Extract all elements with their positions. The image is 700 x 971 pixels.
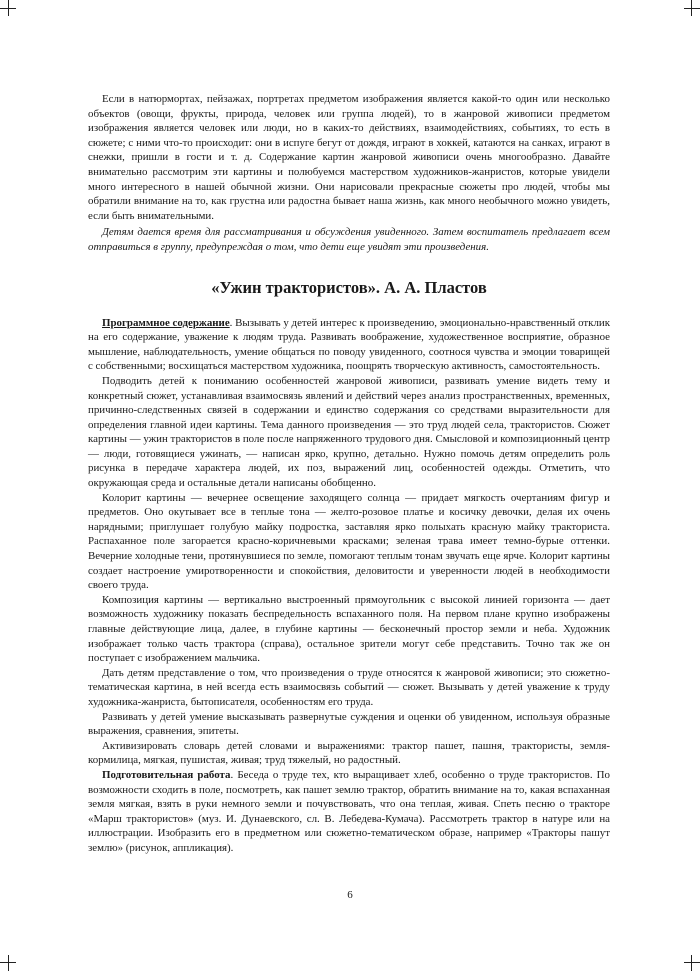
body-text <box>88 92 610 856</box>
program-label: Программное содержание <box>102 316 230 329</box>
intro-note: Детям дается время для рассматривания и обсуждения увиденного. Затем воспитатель предлагает всем отправиться в группу, предупреждая о том, что дети еще увидят эти произведения. <box>88 226 610 253</box>
body-paragraph: Колорит картины — вечернее освещение заходящего солнца — придает мягкость очертаниям фигур и предметов. Оно окутывает все в теплые тона — желто-розовое платье и косичку девочки, делая их очень нарядными; приглушает голубую майку подростка, заставляя ярко полыхать красную майку тракториста. Распаханное поле загорается красно-коричневыми красками; зеленая трава имеет темно-бурые оттенки. Вечерние холодные тени, протянувшиеся по земле, помогают теплым тонам звучать еще ярче. Колорит картины создает настроение умиротворенности и спокойствия, деловитости и уверенности людей в необходимости своего труда. <box>88 491 610 592</box>
prep-text: . Беседа о труде тех, кто выращивает хлеб, особенно о труде трактористов. По возможности сходить в поле, посмотреть, как пашет землю трактор, обратить внимание на то, какая вспаханная земля мягкая, взять в руки немного земли и почувствовать, что она теплая, живая. Спеть песню о тракторе «Марш трактористов» (муз. И. Дунаевского, сл. В. Лебедева-Кумача). Рассмотреть трактор в натуре или на иллюстрации. Изобразить его в предметном или сюжетно-тематическом образе, например «Тракторы пашут землю» (рисунок, аппликация). <box>88 768 610 854</box>
body-paragraph: Развивать у детей умение высказывать развернутые суждения и оценки об увиденном, используя образные выражения, сравнения, эпитеты. <box>88 710 610 738</box>
crop-mark <box>691 955 692 971</box>
prep-paragraph <box>88 768 610 856</box>
crop-mark <box>0 8 16 9</box>
body-paragraph: Дать детям представление о том, что произведения о труде относятся к жанровой живописи; это сюжетно-тематическая картина, в ней всегда есть взаимосвязь событий — сюжет. Вызывать у детей уважение к труду художника-жанриста, бытописателя, особенностям его труда. <box>88 666 610 708</box>
section-title: «Ужин трактористов». А. А. Пластов <box>211 277 487 297</box>
crop-mark <box>0 962 16 963</box>
program-text: . Вызывать у детей интерес к произведению, эмоционально-нравственный отклик на его содержание, уважение к людям труда. Развивать воображение, художественное восприятие, образное мышление, наблюдательность, умение общаться по поводу увиденного, соотнося чувства и эмоции товарищей с собственными; восхищаться мастерством художника, поощрять творческую активность, самостоятельность. <box>88 316 610 373</box>
body-paragraph: Композиция картины — вертикально выстроенный прямоугольник с высокой линией горизонта — дает возможность художнику показать беспредельность вспаханного поля. На первом плане крупно изображены главные действующие лица, далее, в глубине картины — бесконечный простор земли и неба. Художник изображает только часть трактора (справа), остальное зрители могут себе представить. Точно так же он поступает с изображением мальчика. <box>88 593 610 665</box>
intro-paragraph: Если в натюрмортах, пейзажах, портретах предметом изображения является какой-то один или несколько объектов (овощи, фрукты, природа, человек или группа людей), то в жанровой живописи предметом изображения является человек или люди, но в каких-то действиях, взаимодействиях, событиях, то есть в сюжете; с ними что-то происходит: они в испуге бегут от дождя, играют в хоккей, катаются на санках, играют в снежки, пришли в гости и т. д. Содержание картин жанровой живописи очень многообразно. Давайте внимательно рассмотрим эти картины и полюбуемся мастерством художников-жанристов, которые увидели много интересного в нашей обычной жизни. Они нарисовали прекрасные сюжеты про людей, чтобы мы обратили внимание на то, как грустна или радостна бывает наша жизнь, как много необычного можно увидеть, если быть внимательными. <box>88 93 610 222</box>
crop-mark <box>8 955 9 971</box>
body-paragraph: Подводить детей к пониманию особенностей жанровой живописи, развивать умение видеть тему и конкретный сюжет, устанавливая взаимосвязь явлений и действий через анализ пространственных, временных, причинно-следственных связей в содержании и единство содержания со средствами выразительности для определения главной идеи картины. Тема данного произведения — это труд людей села, трактористов. Сюжет картины — ужин трактористов в поле после напряженного трудового дня. Смысловой и композиционный центр — люди, готовящиеся ужинать, — написан ярко, крупно, детально. Нужно помочь детям определить роль рисунка в передаче характера людей, их поз, выражений лиц, особенностей одежды. Отметить, что окружающая среда и остальные детали написаны обобщенно. <box>88 374 610 490</box>
page-number: 6 <box>347 889 353 901</box>
crop-mark <box>684 962 700 963</box>
program-paragraph <box>88 316 610 374</box>
prep-label: Подготовительная работа <box>102 768 231 781</box>
crop-mark <box>684 8 700 9</box>
body-paragraph: Активизировать словарь детей словами и выражениями: трактор пашет, пашня, трактористы, земля-кормилица, мягкая, пушистая, живая; труд тяжелый, но радостный. <box>88 739 610 767</box>
